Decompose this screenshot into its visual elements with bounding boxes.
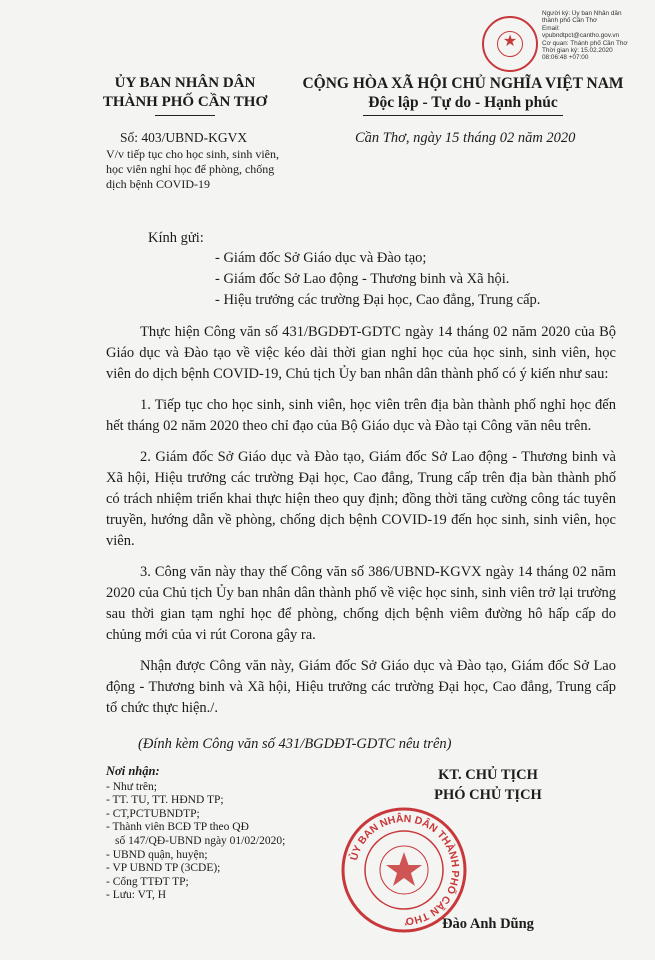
addressee-list [215,248,540,311]
signature-line: thành phố Cần Thơ [542,17,598,25]
nation-title: CỘNG HÒA XÃ HỘI CHỦ NGHĨA VIỆT NAM [302,75,624,92]
digital-seal-icon: ★ [482,16,538,72]
national-motto: Độc lập - Tự do - Hạnh phúc [368,94,558,111]
distribution-item: - UBND quận, huyện; [106,848,208,861]
addressee-item: - Giám đốc Sở Giáo dục và Đào tạo; [215,250,427,266]
distribution-item: - Cổng TTĐT TP; [106,875,189,888]
distribution-item: - VP UBND TP (3CDE); [106,862,221,875]
motto-underline [363,115,563,116]
official-seal-icon [340,806,468,934]
signature-line: 08:06:48 +07:00 [542,54,589,62]
intro-paragraph: Thực hiện Công văn số 431/BGDĐT-GDTC ngày 14 tháng 02 năm 2020 của Bộ Giáo dục và Đào tạo về việc kéo dài thời gian nghỉ học của học sinh, sinh viên, học viên do dịch bệnh COVID-19, Chủ tịch Ủy ban nhân dân thành phố có ý kiến như sau: [106,324,616,382]
distribution-title: Nơi nhận: [106,764,160,778]
item-3-paragraph: 3. Công văn này thay thế Công văn số 386/UBND-KGVX ngày 14 tháng 02 năm 2020 của Chủ tịch Ủy ban nhân dân thành phố về việc học sinh, sinh viên trở lại trường sau thời gian tạm nghỉ học để phòng, chống dịch bệnh viêm đường hô hấp cấp do chủng mới của vi rút Corona gây ra. [106,564,616,643]
national-heading [278,74,648,116]
signature-line: vpubndtpct@cantho.gov.vn [542,32,620,40]
item-2-paragraph: 2. Giám đốc Sở Giáo dục và Đào tạo, Giám đốc Sở Lao động - Thương binh và Xã hội, Hiệu trưởng các trường Đại học, Cao đẳng, Trung cấp trên địa bàn thành phố có trách nhiệm triển khai thực hiện theo quy định; đồng thời tăng cường công tác tuyên truyền, hướng dẫn về phòng, chống dịch bệnh COVID-19 đến học sinh, sinh viên, học viên. [106,449,616,549]
distribution-item: - Như trên; [106,780,157,793]
signer-name: Đào Anh Dũng [442,916,534,932]
document-number: Số: 403/UBND-KGVX [120,130,248,145]
document-subject: V/v tiếp tục cho học sinh, sinh viên, học viên nghỉ học để phòng, chống dịch bệnh COVID-19 [106,147,279,191]
document-date: Cần Thơ, ngày 15 tháng 02 năm 2020 [355,130,576,146]
distribution-item: - Lưu: VT, H [106,889,167,902]
authority-line-2: THÀNH PHỐ CẦN THƠ [102,94,268,110]
signature-line: Cơ quan: Thành phố Cần Thơ [542,39,628,47]
signer-title-2: PHÓ CHỦ TỊCH [434,787,542,803]
authority-line-1: ỦY BAN NHÂN DÂN [114,75,256,91]
distribution-list [106,765,306,903]
svg-text:ỦY BAN NHÂN DÂN THÀNH PHỐ CẦN: ỦY BAN NHÂN DÂN THÀNH PHỐ CẦN THƠ [348,812,462,928]
document-body [106,322,616,719]
issuing-authority [92,74,278,116]
signer-title-1: KT. CHỦ TỊCH [438,767,538,783]
digital-signature-info [542,10,650,62]
distribution-item: - Thành viên BCĐ TP theo QĐ [106,821,249,834]
salutation: Kính gửi: [148,230,204,246]
authority-underline [155,115,215,116]
closing-paragraph: Nhận được Công văn này, Giám đốc Sở Giáo dục và Đào tạo, Giám đốc Sở Lao động - Thương binh và Xã hội, Hiệu trưởng các trường Đại học, Cao đẳng, Trung cấp tổ chức thực hiện./. [106,658,616,716]
signer-block [388,765,588,805]
distribution-item: - TT. TU, TT. HĐND TP; [106,794,224,807]
attachment-note: (Đính kèm Công văn số 431/BGDĐT-GDTC nêu trên) [138,736,452,752]
signature-line: Thời gian ký: 15.02.2020 [542,47,613,55]
item-1-paragraph: 1. Tiếp tục cho học sinh, sinh viên, học viên trên địa bàn thành phố nghỉ học đến hết tháng 02 năm 2020 theo chỉ đạo của Bộ Giáo dục và Đào tại Công văn nêu trên. [106,397,616,434]
distribution-item: số 147/QĐ-UBND ngày 01/02/2020; [115,834,286,847]
distribution-item: - CT,PCTUBNDTP; [106,807,200,820]
signature-line: Email: [542,24,560,32]
signature-line: Người ký: Ủy ban Nhân dân [542,10,622,17]
addressee-item: - Hiệu trưởng các trường Đại học, Cao đẳng, Trung cấp. [215,292,541,308]
addressee-item: - Giám đốc Sở Lao động - Thương binh và Xã hội. [215,271,510,287]
